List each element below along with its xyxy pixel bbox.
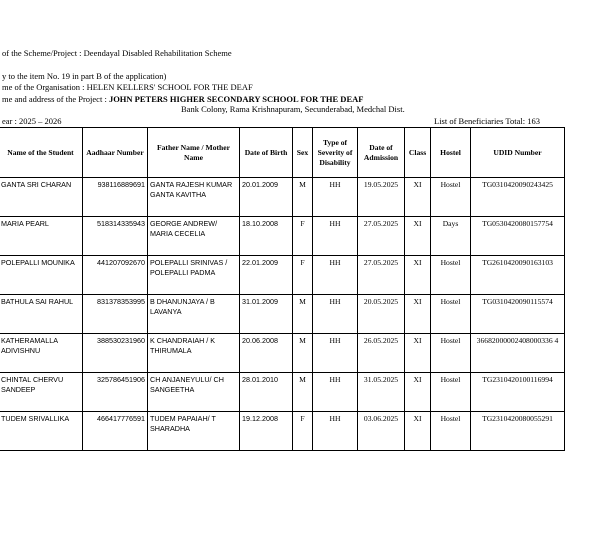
date-of-admission-cell: 31.05.2025 — [358, 373, 405, 412]
column-header: Date of Admission — [358, 128, 405, 178]
date-of-birth-cell: 20.01.2009 — [240, 178, 293, 217]
sex-cell: F — [293, 412, 313, 451]
date-of-birth-cell: 18.10.2008 — [240, 217, 293, 256]
sex-cell: M — [293, 373, 313, 412]
project-line — [2, 94, 363, 104]
udid-number-cell: TG2310420080055291 — [471, 412, 565, 451]
student-name-cell: MARIA PEARL — [0, 217, 83, 256]
table-row — [0, 178, 565, 217]
table-row — [0, 373, 565, 412]
class-cell: XI — [405, 178, 431, 217]
hostel-cell: Hostel — [431, 256, 471, 295]
class-cell: XI — [405, 256, 431, 295]
parent-names-cell: POLEPALLI SRINIVAS / POLEPALLI PADMA — [148, 256, 240, 295]
table-row — [0, 217, 565, 256]
parent-names-cell: CH ANJANEYULU/ CH SANGEETHA — [148, 373, 240, 412]
student-name-cell: GANTA SRI CHARAN — [0, 178, 83, 217]
project-name: JOHN PETERS HIGHER SECONDARY SCHOOL FOR THE DEAF — [108, 94, 364, 104]
hostel-cell: Hostel — [431, 373, 471, 412]
date-of-admission-cell: 20.05.2025 — [358, 295, 405, 334]
column-header: UDID Number — [471, 128, 565, 178]
sex-cell: M — [293, 178, 313, 217]
aadhaar-number-cell: 441207092670 — [83, 256, 148, 295]
column-header: Date of Birth — [240, 128, 293, 178]
sex-cell: M — [293, 334, 313, 373]
class-cell: XI — [405, 334, 431, 373]
column-header: Name of the Student — [0, 128, 83, 178]
parent-names-cell: B DHANUNJAYA / B LAVANYA — [148, 295, 240, 334]
udid-number-cell: 36682000002408000336 4 — [471, 334, 565, 373]
aadhaar-number-cell: 518314335943 — [83, 217, 148, 256]
class-cell: XI — [405, 373, 431, 412]
column-header: Sex — [293, 128, 313, 178]
severity-cell: HH — [313, 178, 358, 217]
date-of-birth-cell: 19.12.2008 — [240, 412, 293, 451]
parent-names-cell: TUDEM PAPAIAH/ T SHARADHA — [148, 412, 240, 451]
sex-cell: M — [293, 295, 313, 334]
severity-cell: HH — [313, 256, 358, 295]
reference-line: y to the item No. 19 in part B of the application) — [2, 71, 167, 81]
aadhaar-number-cell: 831378353995 — [83, 295, 148, 334]
class-cell: XI — [405, 295, 431, 334]
parent-names-cell: K CHANDRAIAH / K THIRUMALA — [148, 334, 240, 373]
table-row — [0, 412, 565, 451]
column-header: Class — [405, 128, 431, 178]
severity-cell: HH — [313, 373, 358, 412]
date-of-birth-cell: 20.06.2008 — [240, 334, 293, 373]
udid-number-cell: TG0310420090115574 — [471, 295, 565, 334]
student-name-cell: CHINTAL CHERVU SANDEEP — [0, 373, 83, 412]
udid-number-cell: TG2310420100116994 — [471, 373, 565, 412]
hostel-cell: Hostel — [431, 334, 471, 373]
total-beneficiaries: List of Beneficiaries Total: 163 — [434, 116, 540, 126]
sex-cell: F — [293, 217, 313, 256]
sex-cell: F — [293, 256, 313, 295]
hostel-cell: Hostel — [431, 412, 471, 451]
student-name-cell: BATHULA SAI RAHUL — [0, 295, 83, 334]
date-of-birth-cell: 31.01.2009 — [240, 295, 293, 334]
organisation-line: me of the Organisation : HELEN KELLERS' SCHOOL FOR THE DEAF — [2, 82, 253, 92]
table-row — [0, 334, 565, 373]
udid-number-cell: TG2610420090163103 — [471, 256, 565, 295]
severity-cell: HH — [313, 412, 358, 451]
parent-names-cell: GEORGE ANDREW/ MARIA CECELIA — [148, 217, 240, 256]
severity-cell: HH — [313, 295, 358, 334]
project-prefix: me and address of the Project : — [2, 94, 109, 104]
aadhaar-number-cell: 388530231960 — [83, 334, 148, 373]
aadhaar-number-cell: 466417776591 — [83, 412, 148, 451]
scheme-line: of the Scheme/Project : Deendayal Disabled Rehabilitation Scheme — [2, 48, 232, 58]
date-of-admission-cell: 26.05.2025 — [358, 334, 405, 373]
hostel-cell: Days — [431, 217, 471, 256]
udid-number-cell: TG0310420090243425 — [471, 178, 565, 217]
class-cell: XI — [405, 412, 431, 451]
column-header: Type of Severity of Disability — [313, 128, 358, 178]
student-name-cell: POLEPALLI MOUNIKA — [0, 256, 83, 295]
date-of-admission-cell: 03.06.2025 — [358, 412, 405, 451]
column-header: Father Name / Mother Name — [148, 128, 240, 178]
date-of-admission-cell: 19.05.2025 — [358, 178, 405, 217]
class-cell: XI — [405, 217, 431, 256]
table-row — [0, 295, 565, 334]
year-line: ear : 2025 – 2026 — [2, 116, 62, 126]
date-of-admission-cell: 27.05.2025 — [358, 217, 405, 256]
column-header: Aadhaar Number — [83, 128, 148, 178]
severity-cell: HH — [313, 217, 358, 256]
aadhaar-number-cell: 325786451906 — [83, 373, 148, 412]
beneficiaries-table — [0, 127, 565, 451]
student-name-cell: KATHERAMALLA ADIVISHNU — [0, 334, 83, 373]
date-of-admission-cell: 27.05.2025 — [358, 256, 405, 295]
table-header-row — [0, 128, 565, 178]
table-row — [0, 256, 565, 295]
column-header: Hostel — [431, 128, 471, 178]
student-name-cell: TUDEM SRIVALLIKA — [0, 412, 83, 451]
hostel-cell: Hostel — [431, 295, 471, 334]
aadhaar-number-cell: 938116889691 — [83, 178, 148, 217]
severity-cell: HH — [313, 334, 358, 373]
date-of-birth-cell: 22.01.2009 — [240, 256, 293, 295]
hostel-cell: Hostel — [431, 178, 471, 217]
parent-names-cell: GANTA RAJESH KUMAR GANTA KAVITHA — [148, 178, 240, 217]
date-of-birth-cell: 28.01.2010 — [240, 373, 293, 412]
udid-number-cell: TG0530420080157754 — [471, 217, 565, 256]
address-line: Bank Colony, Rama Krishnapuram, Secunderabad, Medchal Dist. — [181, 104, 405, 114]
